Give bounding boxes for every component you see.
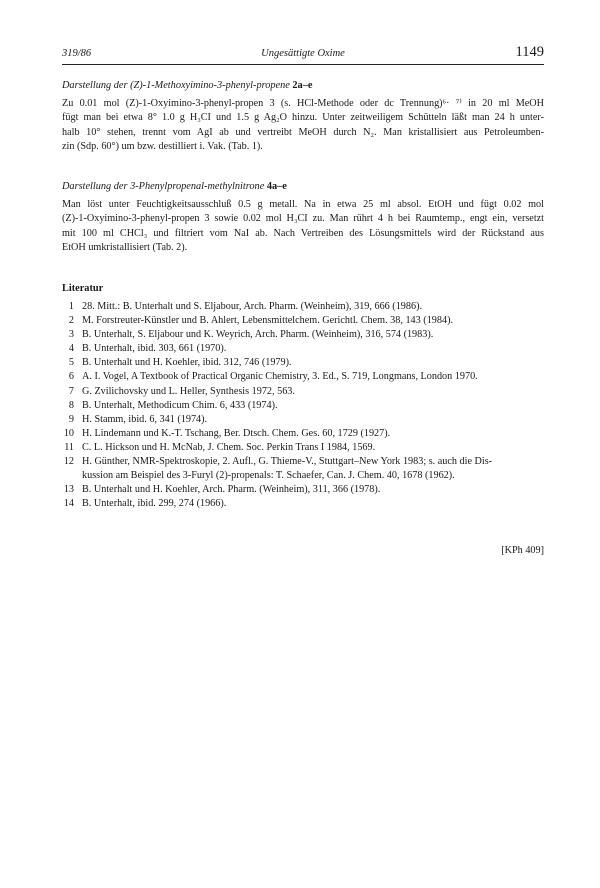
reference-item	[62, 328, 544, 342]
reference-number: 1	[68, 301, 74, 312]
reference-number: 2	[68, 315, 74, 327]
reference-item	[62, 455, 544, 483]
reference-item	[62, 342, 544, 356]
reference-number: 3	[68, 329, 74, 341]
reference-text: C. L. Hickson und H. McNab, J. Chem. Soc. Perkin Trans I 1984, 1569.	[82, 441, 376, 453]
reference-text: H. Stamm, ibid. 6, 341 (1974).	[82, 413, 208, 425]
reference-item	[62, 314, 544, 328]
reference-text: M. Forstreuter-Künstler und B. Ahlert, Lebensmittelchem. Gerichtl. Chem. 38, 143 (1984).	[82, 315, 454, 327]
body-line: Zu 0.01 mol (Z)-1-Oxyimino-3-phenyl-propen 3 (s. HCl-Methode oder dc Trennung)⁶· ⁷⁾ in 20 ml MeOH	[62, 98, 544, 109]
compound-label: 4a–e	[266, 181, 287, 192]
reference-text: H. Günther, NMR-Spektroskopie, 2. Aufl., G. Thieme-V., Stuttgart–New York 1983; s. auch die Dis-	[82, 456, 493, 468]
body-line: EtOH umkristallisiert (Tab. 2).	[62, 241, 188, 253]
reference-item	[62, 427, 544, 441]
volume-issue: 319/86	[62, 48, 92, 59]
reference-item	[62, 413, 544, 427]
reference-text: A. I. Vogel, A Textbook of Practical Organic Chemistry, 3. Ed., S. 719, Longmans, London 1970.	[82, 371, 478, 383]
reference-text: B. Unterhalt und H. Koehler, Arch. Pharm. (Weinheim), 311, 366 (1978).	[82, 484, 381, 496]
reference-number: 8	[68, 399, 74, 411]
reference-text: B. Unterhalt und H. Koehler, ibid. 312, 746 (1979).	[82, 357, 292, 369]
reference-item	[62, 483, 544, 497]
reference-text: H. Lindemann und K.-T. Tschang, Ber. Dtsch. Chem. Ges. 60, 1729 (1927).	[82, 427, 391, 439]
reference-number: 5	[68, 357, 74, 369]
reference-number: 11	[64, 441, 74, 453]
reference-text: B. Unterhalt, ibid. 303, 661 (1970).	[82, 343, 227, 355]
reference-item	[62, 385, 544, 399]
reference-number: 7	[68, 385, 74, 397]
reference-text-continued: kussion am Beispiel des 3-Furyl (2)-propenals: T. Schaefer, Can. J. Chem. 40, 1678 (1962).	[82, 470, 455, 482]
section-title-nitrone: Darstellung der 3-Phenylpropenal-methylnitrone 4a–e	[62, 181, 287, 192]
reference-number: 6	[68, 371, 74, 383]
reference-text: B. Unterhalt, S. Eljabour und K. Weyrich, Arch. Pharm. (Weinheim), 316, 574 (1983).	[82, 329, 434, 341]
manuscript-code: [KPh 409]	[501, 545, 544, 556]
reference-item	[62, 399, 544, 413]
body-line: zin (Sdp. 60°) um bzw. destilliert i. Vak. (Tab. 1).	[62, 140, 263, 152]
reference-item	[62, 356, 544, 370]
body-line: (Z)-1-Oxyimino-3-phenyl-propen 3 sowie 0.02 mol H₃CI zu. Man rührt 4 h bei Raumtemp., engt ein, versetzt	[62, 213, 544, 225]
literature-heading: Literatur	[62, 283, 104, 294]
body-line: halb 10° stehen, trennt vom AgI ab und vertreibt MeOH durch N₂. Man kristallisiert aus Petroleumben-	[62, 126, 544, 138]
running-header	[62, 44, 544, 65]
reference-text: B. Unterhalt, Methodicum Chim. 6, 433 (1974).	[82, 399, 278, 411]
reference-number: 4	[68, 343, 74, 355]
body-line: fügt man bei etwa 8° 1.0 g H₃CI und 1.5 g Ag₂O hinzu. Unter zeitweiligem Schütteln läßt man 24 h unter-	[62, 112, 544, 124]
page-number: 1149	[515, 44, 544, 60]
body-line: Man löst unter Feuchtigkeitsausschluß 0.5 g metall. Na in etwa 25 ml absol. EtOH und fügt 0.02 mol	[62, 199, 544, 210]
reference-text: G. Zvilichovsky und L. Heller, Synthesis 1972, 563.	[82, 385, 295, 397]
running-title: Ungesättigte Oxime	[261, 48, 345, 59]
reference-item	[62, 370, 544, 384]
reference-item	[62, 497, 544, 511]
section-body-methoxyimino	[62, 97, 544, 154]
reference-item	[62, 300, 544, 314]
reference-number: 10	[63, 427, 74, 439]
section-title-methoxyimino: Darstellung der (Z)-1-Methoxyimino-3-phenyl-propene 2a–e	[62, 80, 313, 91]
reference-number: 9	[68, 413, 74, 425]
reference-list	[62, 300, 544, 511]
compound-label: 2a–e	[292, 80, 313, 91]
reference-number: 12	[63, 456, 74, 468]
reference-text: 28. Mitt.: B. Unterhalt und S. Eljabour, Arch. Pharm. (Weinheim), 319, 666 (1986).	[82, 301, 423, 312]
reference-number: 13	[63, 484, 74, 496]
reference-text: B. Unterhalt, ibid. 299, 274 (1966).	[82, 498, 227, 510]
body-line: mit 100 ml CHCl₃ und filtriert vom NaI ab. Nach Vertreiben des Lösungsmittels wird der Rückstand aus	[62, 227, 544, 239]
reference-number: 14	[63, 498, 74, 510]
reference-item	[62, 441, 544, 455]
section-body-nitrone	[62, 198, 544, 255]
